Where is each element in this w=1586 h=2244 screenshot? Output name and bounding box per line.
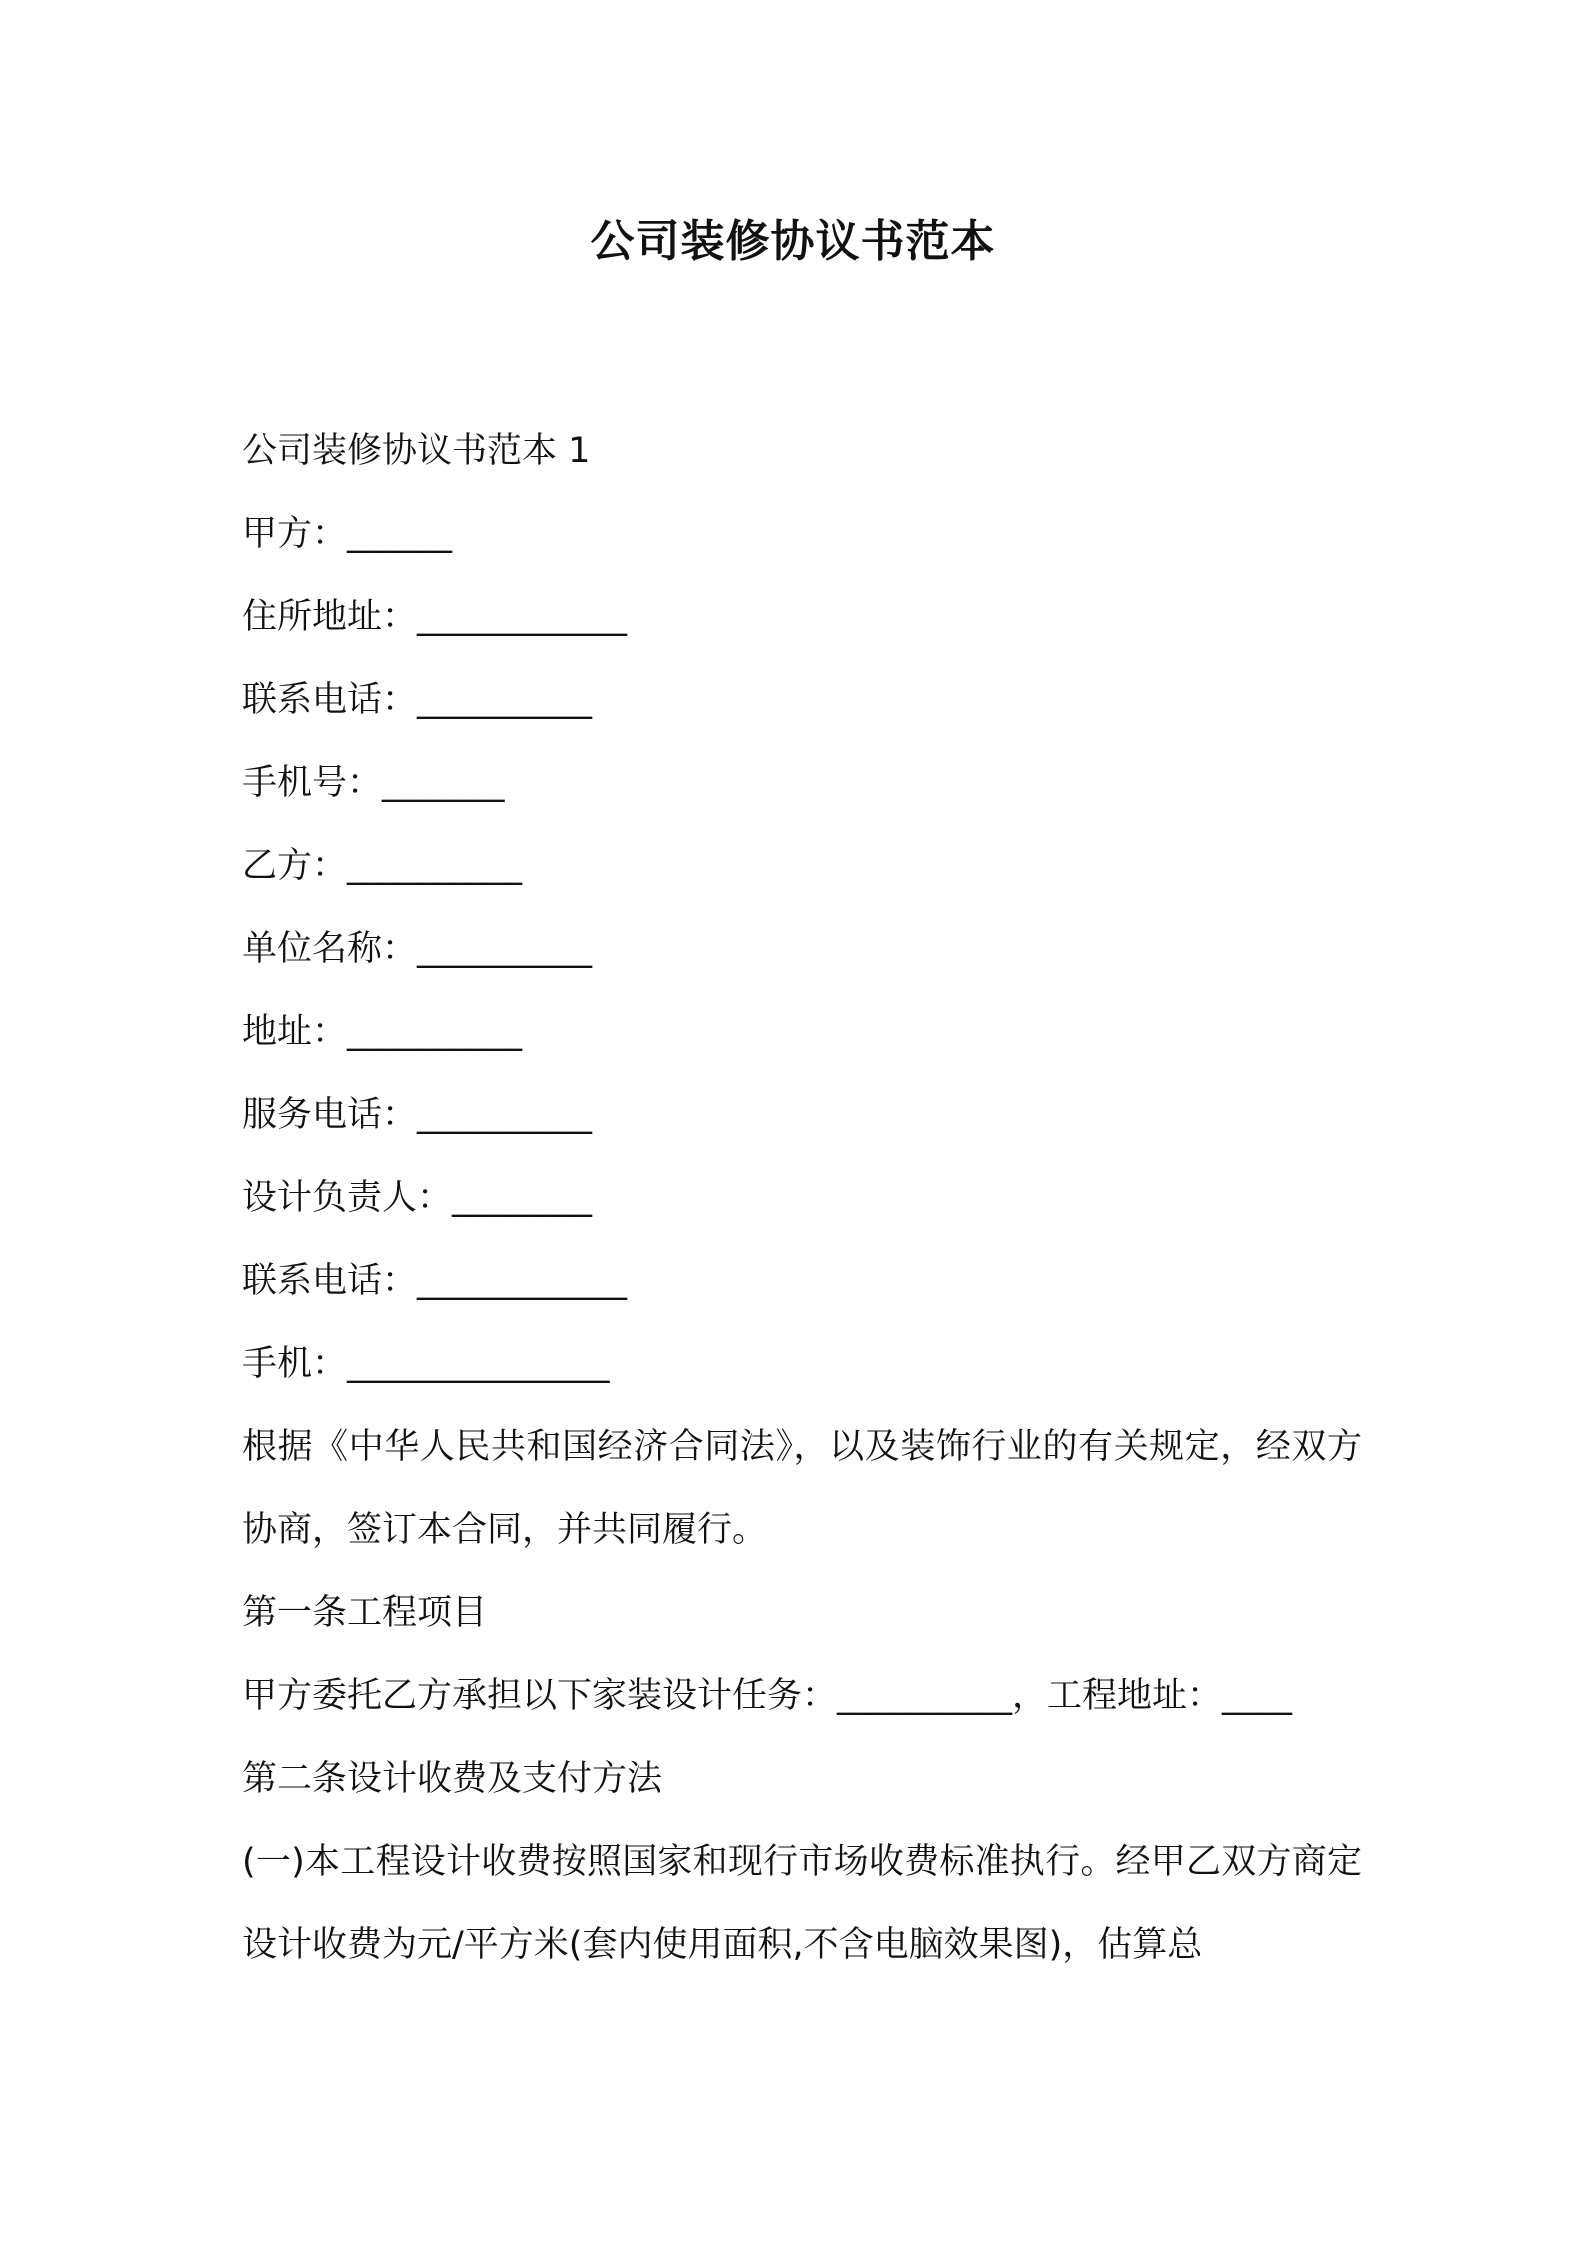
field-address: 地址：__________	[242, 1012, 523, 1052]
field-party-a: 甲方：______	[242, 514, 453, 554]
document-title: 公司装修协议书范本	[590, 216, 996, 267]
field-contact-phone-a: 联系电话：__________	[242, 680, 593, 720]
article-2-text: (一)本工程设计收费按照国家和现行市场收费标准执行。经甲乙双方商定设计收费为元/平方米(套内使用面积,不含电脑效果图)，估算总	[242, 1842, 1362, 1965]
field-company-name: 单位名称：__________	[242, 929, 593, 969]
field-party-b: 乙方：__________	[242, 846, 523, 886]
field-service-phone: 服务电话：__________	[242, 1095, 593, 1135]
article-1-heading: 第一条工程项目	[242, 1593, 488, 1633]
document-subtitle: 公司装修协议书范本 1	[242, 431, 591, 471]
field-residence-address: 住所地址：____________	[242, 597, 628, 637]
article-1-text: 甲方委托乙方承担以下家装设计任务：__________，工程地址：____	[242, 1676, 1293, 1716]
field-mobile-number: 手机号：_______	[242, 763, 505, 803]
article-2-heading: 第二条设计收费及支付方法	[242, 1759, 663, 1799]
field-mobile: 手机：_______________	[242, 1344, 610, 1384]
document-body	[242, 410, 1362, 1987]
field-design-lead: 设计负责人：________	[242, 1178, 593, 1218]
field-contact-phone-b: 联系电话：____________	[242, 1261, 628, 1301]
intro-paragraph: 根据《中华人民共和国经济合同法》，以及装饰行业的有关规定，经双方协商，签订本合同，并共同履行。	[242, 1427, 1362, 1550]
